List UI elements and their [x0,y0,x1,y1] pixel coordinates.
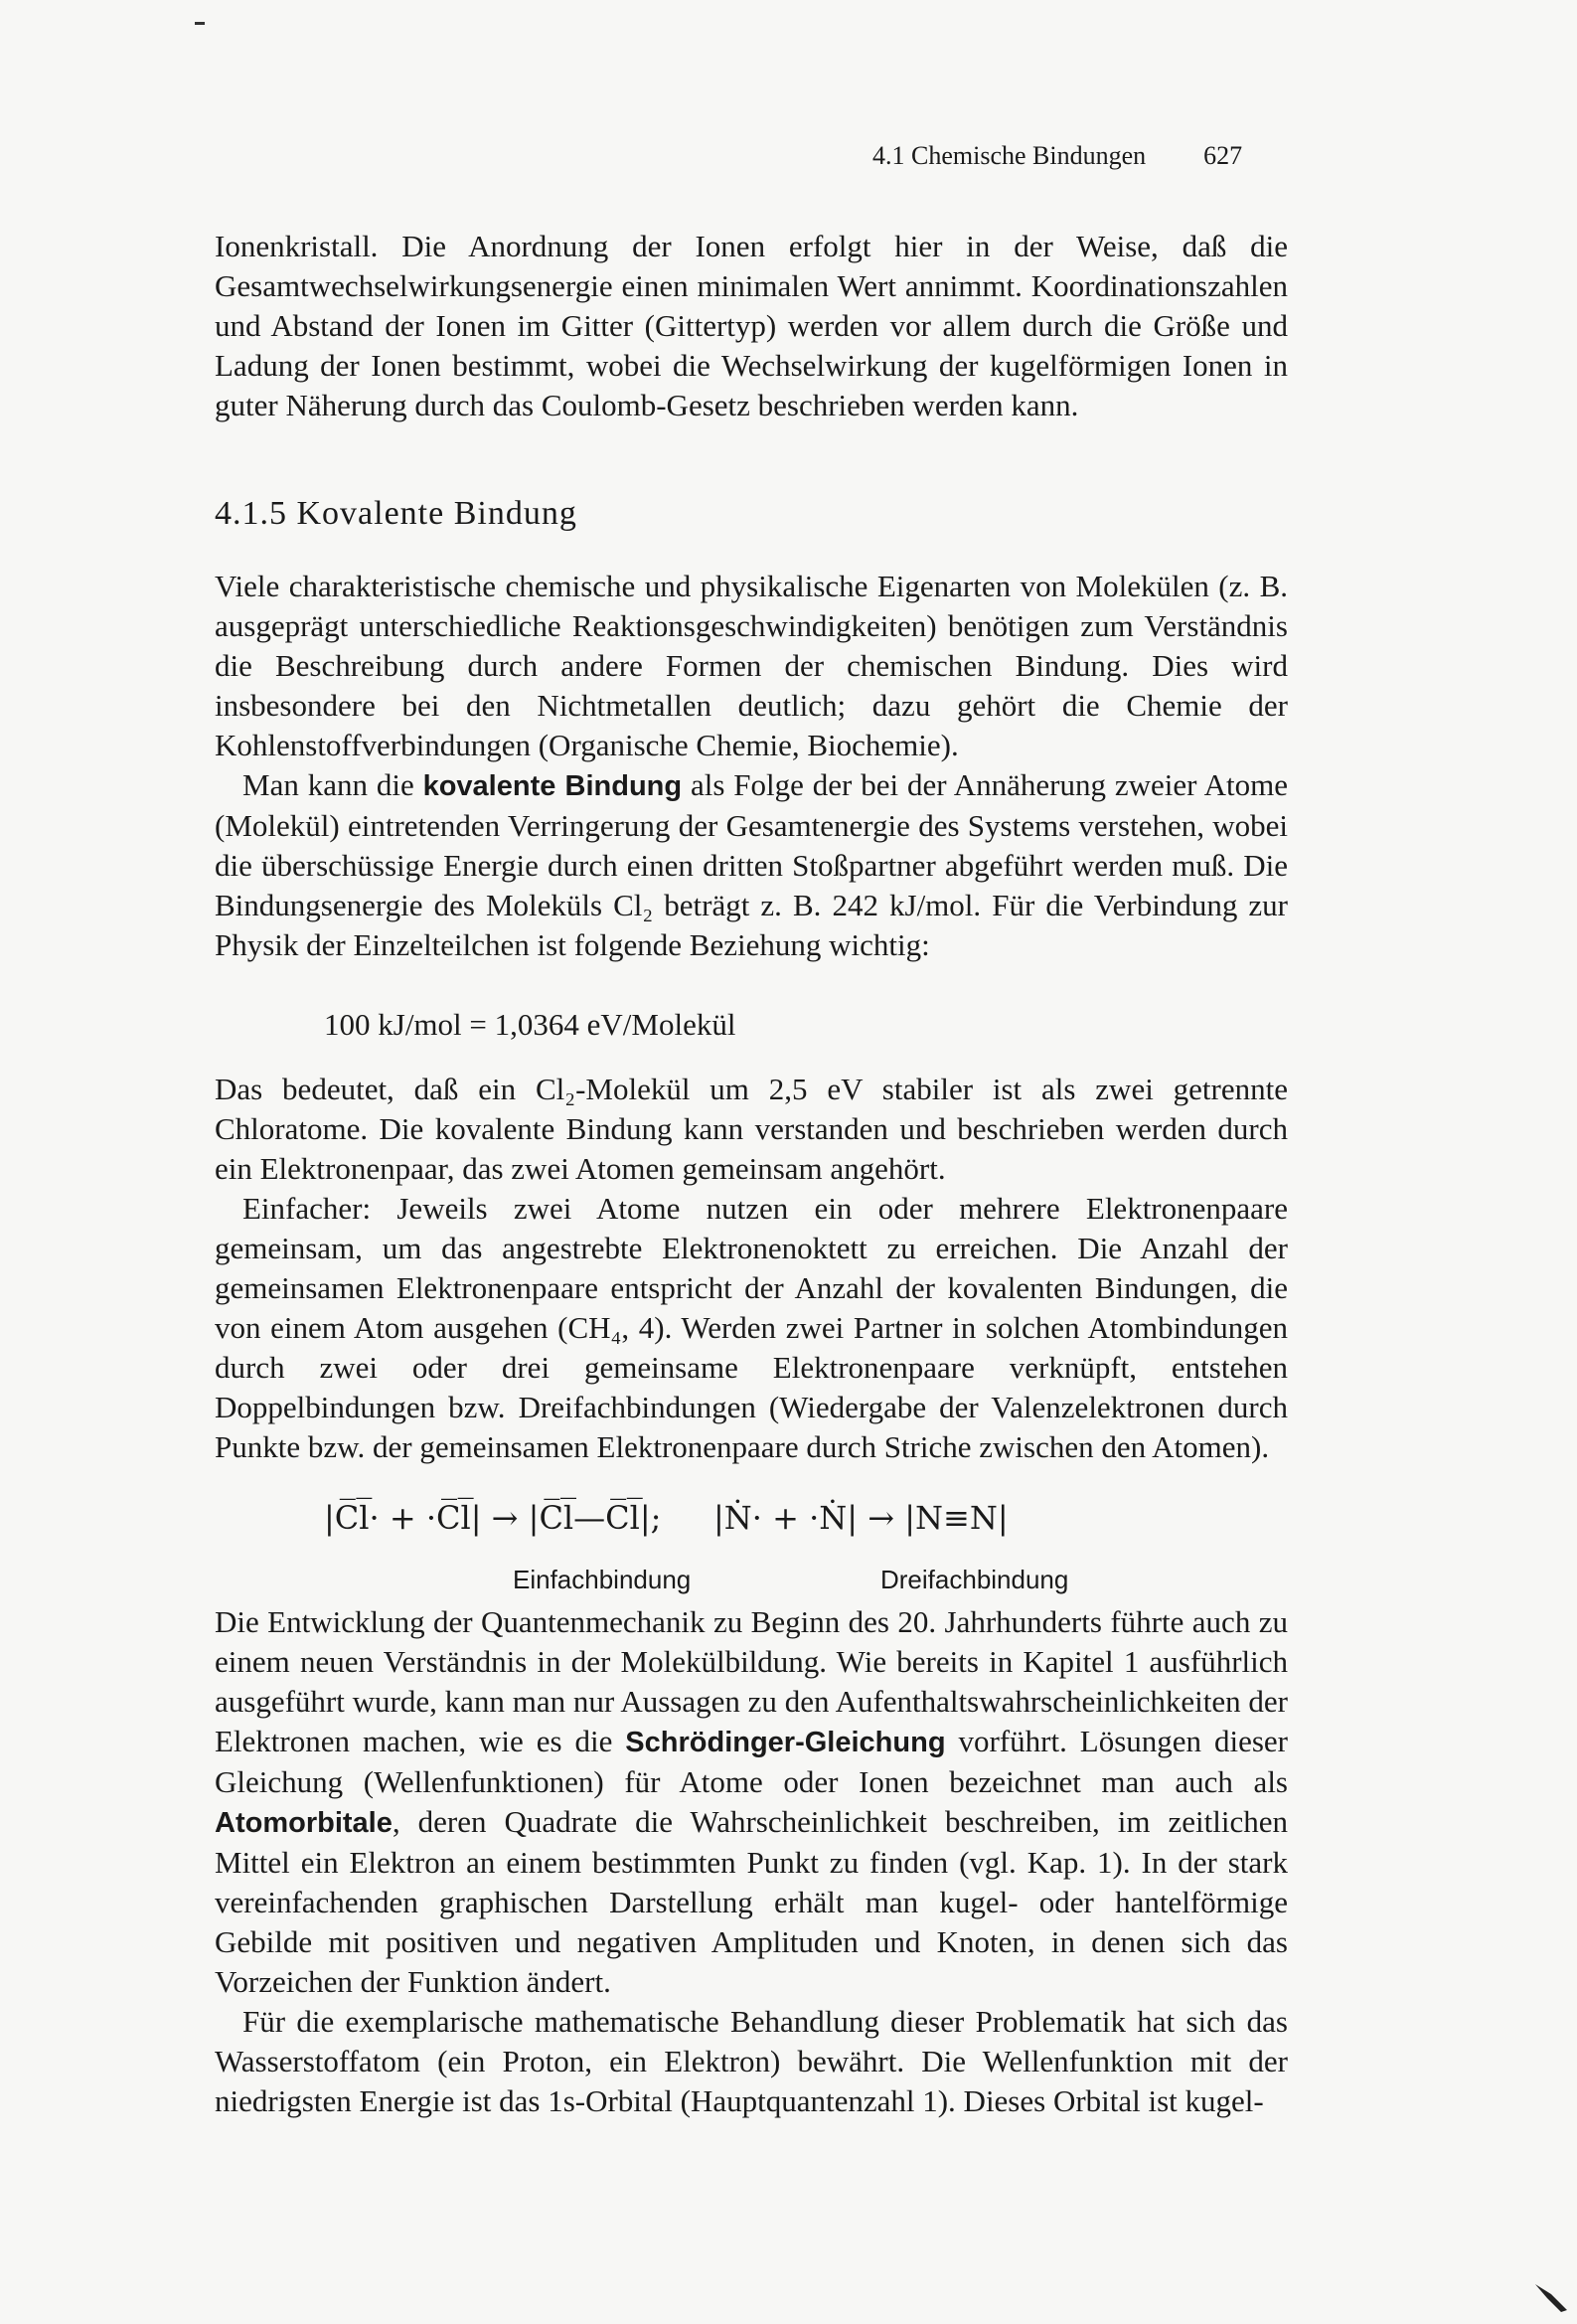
paragraph-1: Viele charakteristische chemische und physikalische Eigenarten von Molekülen (z. B. ausgeprägt unterschiedliche Reaktionsgeschwindigkeiten) benötigen zum Verständnis die Beschreibung durch andere Formen der chemischen Bindung. Dies wird insbesondere bei den Nichtmetallen deutlich; dazu gehört die Chemie der Kohlenstoffverbindungen (Organische Chemie, Biochemie). [215,569,1288,762]
energy-equation: 100 kJ/mol = 1,0364 eV/Molekül [324,1007,736,1042]
paragraph-4: Einfacher: Jeweils zwei Atome nutzen ein oder mehrere Elektronenpaare gemeinsam, um das angestrebte Elektronenoktett zu erreichen. Die Anzahl der gemeinsamen Elektronenpaare entspricht der Anzahl der kovalenten Bindungen, die von einem Atom ausgehen (CH₄, 4). Werden zwei Partner in solchen Atombindungen durch zwei oder drei gemeinsame Elektronenpaare verknüpft, entstehen Doppelbindungen bzw. Dreifachbindungen (Wiedergabe der Valenzelektronen durch Punkte bzw. der gemeinsamen Elektronenpaare durch Striche zwischen den Atomen). [215,1191,1288,1464]
p5-text-b: vorführt. Lösungen dieser Gleichung (Wellenfunktionen) für Atome oder Ionen bezeichnet man auch als [215,1724,1288,1799]
term-schroedinger: Schrödinger-Gleichung [625,1727,946,1758]
body-block-2 [215,1070,1288,1467]
intro-text: Ionenkristall. Die Anordnung der Ionen erfolgt hier in der Weise, daß die Gesamtwechselwirkungsenergie einen minimalen Wert annimmt. Koordinationszahlen und Abstand der Ionen im Gitter (Gittertyp) werden vor allem durch die Größe und Ladung der Ionen bestimmt, wobei die Wechselwirkung der kugelförmigen Ionen in guter Näherung durch das Coulomb-Gesetz beschrieben werden kann. [215,229,1288,422]
body-block-3 [215,1602,1288,2121]
page-corner-mark [1531,2280,1571,2314]
p2-text-a: Man kann die [242,767,423,802]
caption-triple-bond: Dreifachbindung [880,1565,1069,1594]
paragraph-5 [215,1602,1288,2002]
p2-text-b: als Folge der bei der Annäherung zweier Atome (Molekül) eintretenden Verringerung der Gesamtenergie des Systems verstehen, wobei die überschüssige Energie durch einen dritten Stoßpartner abgeführt werden muß. Die Bindungsenergie des Moleküls Cl₂ beträgt z. B. 242 kJ/mol. Für die Verbindung zur Physik der Einzelteilchen ist folgende Beziehung wichtig: [215,767,1288,962]
paragraph-2 [215,765,1288,965]
section-heading: 4.1.5 Kovalente Bindung [215,495,577,532]
p5-text-c: , deren Quadrate die Wahrscheinlichkeit beschreiben, im zeitlichen Mittel ein Elektron an einem bestimmten Punkt zu finden (vgl. Kap. 1). In der stark vereinfachenden graphischen Darstellung erhält man kugel- oder hantelförmige Gebilde mit positiven und negativen Amplituden und Knoten, in denen sich das Vorzeichen der Funktion ändert. [215,1804,1288,1999]
header-section: 4.1 Chemische Bindungen [872,141,1147,170]
intro-paragraph [215,227,1288,425]
p5-text-a: Die Entwicklung der Quantenmechanik zu Beginn des 20. Jahrhunderts führte auch zu einem neuen Verständnis in der Molekülbildung. Wie bereits in Kapitel 1 ausführlich ausgeführt wurde, kann man nur Aussagen zu den Aufenthaltswahrscheinlichkeiten der Elektronen machen, wie es die [215,1604,1288,1758]
running-header [872,141,1242,171]
formula-single-bond: |C̅l̅· + ·C̅l̅| → |C̅l̅—C̅l̅|; [324,1499,662,1537]
caption-single-bond: Einfachbindung [513,1565,692,1594]
scan-mark [195,22,205,25]
body-block-1 [215,567,1288,965]
page-number: 627 [1203,141,1243,170]
paragraph-3: Das bedeutet, daß ein Cl₂-Molekül um 2,5 eV stabiler ist als zwei getrennte Chloratome. Die kovalente Bindung kann verstanden und beschrieben werden durch ein Elektronenpaar, das zwei Atomen gemeinsam angehört. [215,1072,1288,1186]
term-atomorbitale: Atomorbitale [215,1807,393,1839]
term-kovalente-bindung: kovalente Bindung [422,770,683,802]
formula-triple-bond: |Ṅ· + ·Ṅ| → |N≡N| [713,1499,1009,1537]
paragraph-6: Für die exemplarische mathematische Behandlung dieser Problematik hat sich das Wasserstoffatom (ein Proton, ein Elektron) bewährt. Die Wellenfunktion mit der niedrigsten Energie ist das 1s-Orbital (Hauptquantenzahl 1). Dieses Orbital ist kugel- [215,2004,1288,2118]
